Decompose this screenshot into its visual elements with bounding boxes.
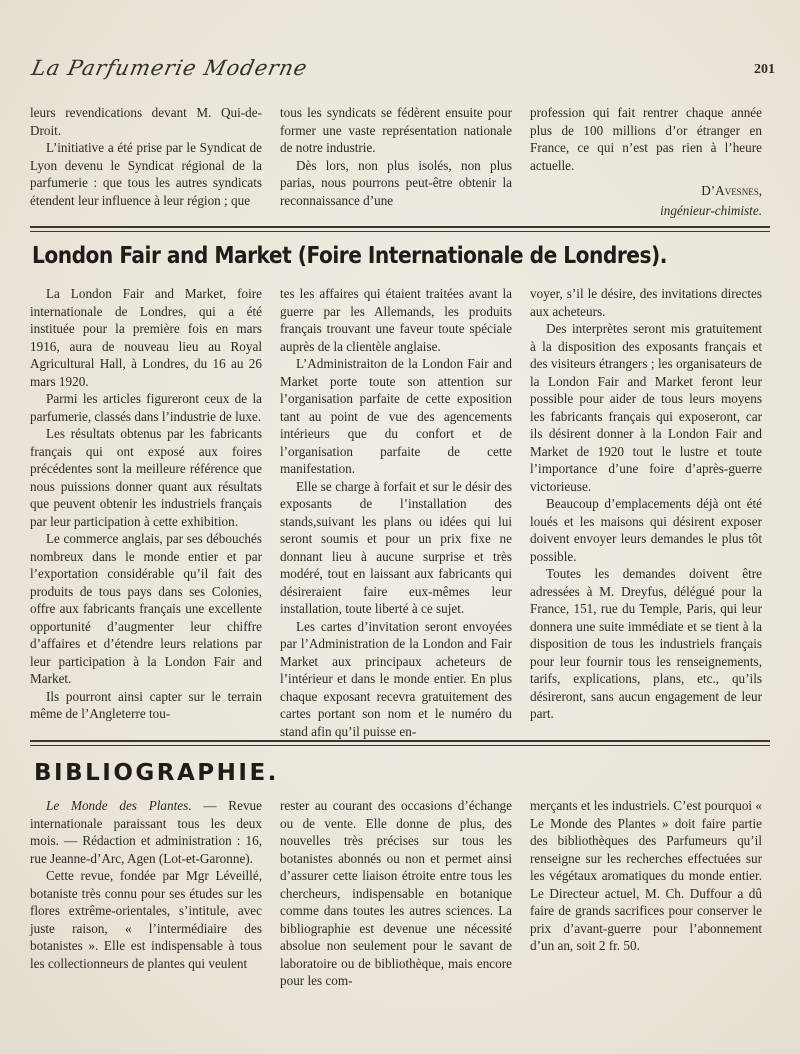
paragraph: Dès lors, non plus isolés, non plus parias, nous pourrons peut-être obtenir la reconnaissance d’une [280, 157, 512, 208]
section-divider [30, 226, 770, 232]
continuation-col-2 [280, 104, 512, 209]
paragraph [30, 797, 262, 867]
journal-name: Le Monde des Plantes. [46, 798, 192, 813]
london-col-1 [30, 285, 262, 723]
paragraph: Parmi les articles figureront ceux de la parfumerie, classés dans l’industrie de luxe. [30, 391, 262, 424]
paragraph: Le commerce anglais, par ses débouchés nombreux dans le monde entier et par l’exportation considérable qu’il fait des produits de tous pays dans ses Colonies, offre aux fabricants français une excellente opportunité d’augmenter leur chiffre d’affaires et d’étendre leurs relations par leur participation à la London Fair and Market. [30, 531, 262, 686]
paragraph: L’Administraiton de la London Fair and Market porte toute son attention sur l’organisation parfaite de cette exposition tant au point de vue des agencements intérieurs que du confort et de l’organisation parfaite de cette manifestation. [280, 356, 512, 476]
continuation-col-1 [30, 104, 262, 209]
london-col-3 [530, 285, 762, 723]
london-article-title: London Fair and Market (Foire Internationale de Londres). [32, 241, 667, 269]
paragraph: tous les syndicats se fédèrent ensuite pour former une vaste représentation nationale de notre industrie. [280, 105, 512, 155]
paragraph: tes les affaires qui étaient traitées avant la guerre par les Allemands, les produits français trouvant une faveur toute spéciale auprès de la clientèle anglaise. [280, 286, 512, 354]
paragraph: Cette revue, fondée par Mgr Léveillé, botaniste très connu pour ses études sur les flores extrême-orientales, s’intitule, avec juste raison, « l’intermédiaire des botanistes ». Elle est indispensable à tous les collectionneurs de plantes qui veulent [30, 868, 262, 971]
biblio-col-1 [30, 797, 262, 972]
paragraph: Beaucoup d’emplacements déjà ont été loués et les maisons qui désirent exposer doivent envoyer leurs demandes le plus tôt possible. [530, 496, 762, 564]
continuation-col-3 [530, 104, 762, 219]
paragraph: L’initiative a été prise par le Syndicat de Lyon devenu le Syndicat régional de la parfumerie : que tous les autres syndicats étendent leur influence à leur région ; que [30, 140, 262, 208]
paragraph: Les résultats obtenus par les fabricants français qui ont exposé aux foires précédentes sont la meilleure référence que nous puissions donner quant aux résultats que peuvent obtenir les industriels français par leur participation à cette exhibition. [30, 426, 262, 529]
section-divider [30, 740, 770, 746]
paragraph: Elle se charge à forfait et sur le désir des exposants de l’installation des stands,suivant les plans ou idées qui lui seront soumis et pour un prix fixe ne donnant lieu à aucune surprise et très modéré, tout en laissant aux fabricants qui désireraient faire eux-mêmes leur installation, toute liberté à ce sujet. [280, 478, 512, 616]
london-col-2 [280, 285, 512, 740]
paragraph: rester au courant des occasions d’échange ou de vente. Elle donne de plus, des nouvelles très précises sur tous les botanistes abonnés ou non et permet ainsi d’assurer cette liaison étroite entre tous les chercheurs, indispensable en botanique comme dans toutes les autres sciences. La bibliographie est devenue une nécessité absolue non seulement pour le savant de laboratoire ou de bibliothèque, mais encore pour les com- [280, 798, 512, 988]
paragraph: Des interprètes seront mis gratuitement à la disposition des exposants français et des visiteurs étrangers ; les organisateurs de la London Fair and Market feront leur possible pour aider de tous leurs moyens les fabricants français qui exposeront, car ils désirent donner à la London Fair and Market de 1920 tout le lustre et toute l’importance d’une foire d’après-guerre victorieuse. [530, 321, 762, 494]
paragraph: La London Fair and Market, foire internationale de Londres, qui a été instituée pour la première fois en mars 1916, aura de nouveau lieu au Royal Agricultural Hall, à Londres, du 16 au 26 mars 1920. [30, 286, 262, 389]
signature-title: ingénieur-chimiste. [660, 202, 762, 218]
paragraph: merçants et les industriels. C’est pourquoi « Le Monde des Plantes » doit faire partie des bibliothèques des Parfumeurs qu’il renseigne sur les recherches effectuées sur les végétaux aromatiques du monde entier. Le Directeur actuel, M. Ch. Duffour a dû faire de grands sacrifices pour conserver le prix d’avant-guerre pour l’abonnement d’un an, soit 2 fr. 50. [530, 798, 762, 953]
author-name: D’Avesnes, [701, 183, 762, 198]
page-number: 201 [754, 62, 775, 77]
biblio-col-3 [530, 797, 762, 955]
running-head [30, 50, 775, 98]
biblio-col-2 [280, 797, 512, 990]
journal-logo: La Parfumerie Moderne [29, 56, 310, 80]
paragraph: profession qui fait rentrer chaque année plus de 100 millions d’or étranger en France, ce qui n’est pas rien à l’heure actuelle. [530, 105, 762, 173]
paragraph: leurs revendications devant M. Qui-de-Droit. [30, 105, 262, 138]
paragraph: Toutes les demandes doivent être adressées à M. Dreyfus, délégué pour la France, 151, rue du Temple, Paris, qui leur donnera une suite immédiate et se tient à la disposition de tous les industriels français pour leur fournir tous les renseignements, tarifs, explications, plans, etc., qu’ils désireront, sans aucun engagement de leur part. [530, 566, 762, 721]
journal-details: — Revue internationale paraissant tous les deux mois. — Rédaction et administration : 16, rue Jeanne-d’Arc, Agen (Lot-et-Garonne). [30, 798, 262, 866]
paragraph: Ils pourront ainsi capter sur le terrain même de l’Angleterre tou- [30, 688, 262, 721]
paragraph: voyer, s’il le désire, des invitations directes aux acheteurs. [530, 286, 762, 319]
bibliographie-title: BIBLIOGRAPHIE. [34, 760, 279, 786]
signature-name [530, 182, 762, 200]
paragraph: Les cartes d’invitation seront envoyées par l’Administration de la London and Fair Market aux principaux acheteurs de l’intérieur et dans le monde entier. En plus chaque exposant recevra gratuitement des cartes portant son nom et le numéro du stand afin qu’il puisse en- [280, 618, 512, 739]
